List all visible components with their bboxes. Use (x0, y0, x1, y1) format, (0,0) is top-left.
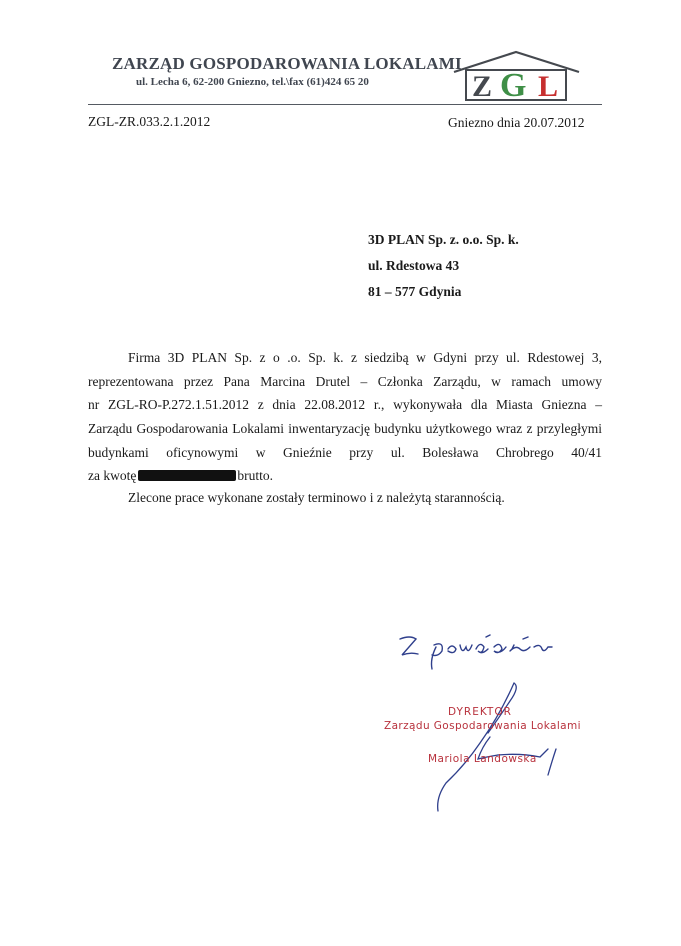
organization-name: ZARZĄD GOSPODAROWANIA LOKALAMI (112, 54, 462, 73)
stamp-title: DYREKTOR (448, 706, 512, 718)
body-line-4: Zarządu Gospodarowania Lokalami inwentaryzację budynku użytkowego wraz z przyległymi (88, 421, 602, 437)
amount-suffix: brutto. (237, 468, 273, 484)
recipient-address (368, 232, 519, 310)
organization-address: ul. Lecha 6, 62-200 Gniezno, tel.\fax (61)424 65 20 (136, 76, 369, 88)
svg-text:L: L (538, 70, 559, 103)
header-divider (88, 104, 602, 105)
letter-date: Gniezno dnia 20.07.2012 (448, 115, 585, 130)
recipient-company: 3D PLAN Sp. z. o.o. Sp. k. (368, 232, 519, 247)
body-line-6 (88, 464, 602, 488)
body-line-2: reprezentowana przez Pana Marcina Drutel – Członka Zarządu, w ramach umowy (88, 373, 602, 389)
body-line-1: Firma 3D PLAN Sp. z o .o. Sp. k. z siedzibą w Gdyni przy ul. Rdestowej 3, (128, 350, 602, 365)
recipient-street: ul. Rdestowa 43 (368, 258, 460, 273)
amount-prefix: za kwotę (88, 468, 137, 484)
recipient-city: 81 – 577 Gdynia (368, 284, 462, 299)
body-line-3: nr ZGL-RO-P.272.1.51.2012 z dnia 22.08.2012 r., wykonywała dla Miasta Gniezna – (88, 397, 602, 413)
body-line-5: budynkami oficynowymi w Gnieźnie przy ul. Bolesława Chrobrego 40/41 (88, 444, 602, 460)
reference-number: ZGL-ZR.033.2.1.2012 (88, 114, 211, 129)
redacted-amount (138, 470, 236, 481)
svg-text:G: G (500, 67, 527, 104)
stamp-person-name: Mariola Landowska (428, 753, 537, 765)
zgl-logo (452, 48, 582, 104)
stamp-organization: Zarządu Gospodarowania Lokalami (384, 720, 581, 732)
letter-body (88, 346, 602, 488)
svg-text:Z: Z (472, 70, 493, 103)
closing-sentence: Zlecone prace wykonane zostały terminowo i z należytą starannością. (128, 490, 505, 505)
